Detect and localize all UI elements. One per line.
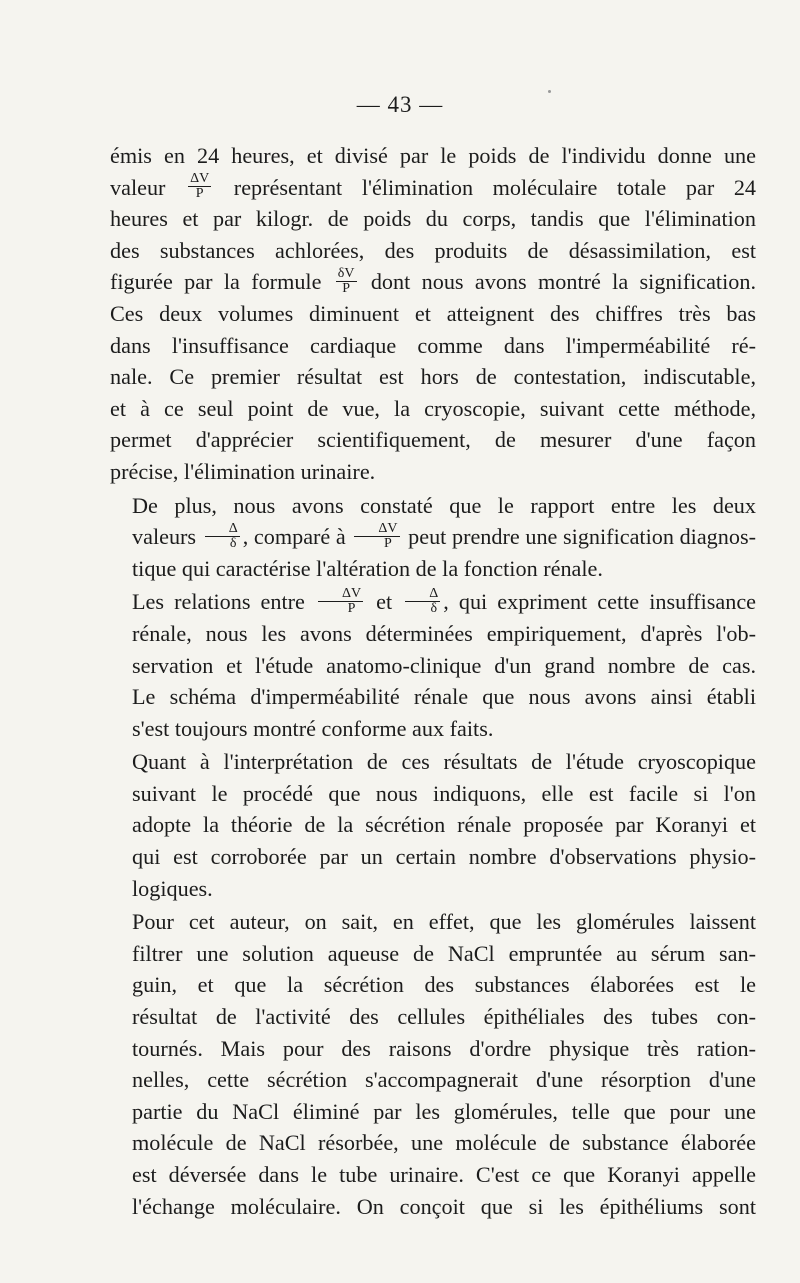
fraction <box>405 585 440 616</box>
fraction-numerator: Δ <box>205 523 240 537</box>
text-line: émis en 24 heures, et divisé par le poids de l'individu donne une <box>110 143 756 168</box>
text-line: guin, et que la sécrétion des substances élaborées est le <box>132 972 756 998</box>
text-line: tournés. Mais pour des raisons d'ordre physique très ration- <box>132 1035 756 1061</box>
text-line: permet d'apprécier scientifiquement, de mesurer d'une façon <box>110 427 756 453</box>
fraction-denominator: δ <box>229 535 237 551</box>
text-line: et à ce seul point de vue, la cryoscopie, suivant cette méthode, <box>110 395 756 421</box>
text-line: valeur $\frac{\Delta V}{P}$ représentant l'élimination moléculaire totale par 24 <box>110 171 757 201</box>
text-line: Le schéma d'imperméabilité rénale que nous avons ainsi établi <box>132 684 756 710</box>
fraction-denominator: P <box>347 600 356 616</box>
fraction <box>336 265 357 296</box>
paragraph <box>110 586 756 744</box>
fraction-numerator: ΔV <box>354 523 399 537</box>
text-line: précise, l'élimination urinaire. <box>110 458 376 484</box>
fraction-denominator: P <box>342 280 351 296</box>
fraction-numerator: δV <box>337 265 355 281</box>
text-line: nale. Ce premier résultat est hors de contestation, indiscutable, <box>110 364 756 390</box>
text-line: dans l'insuffisance cardiaque comme dans l'imperméabilité ré- <box>110 332 756 358</box>
paragraph <box>110 490 756 585</box>
text-line: s'est toujours montré conforme aux faits. <box>132 715 494 741</box>
text-line: molécule de NaCl résorbée, une molécule de substance élaborée <box>132 1130 756 1156</box>
print-speck <box>548 90 551 93</box>
fraction <box>354 520 399 551</box>
text-line: qui est corroborée par un certain nombre d'observations physio- <box>132 844 756 870</box>
fraction-numerator: ΔV <box>190 171 210 186</box>
text-line: Pour cet auteur, on sait, en effet, que les glomérules laissent <box>132 909 756 935</box>
page-number: — 43 — <box>356 92 444 117</box>
text-line: logiques. <box>132 875 213 901</box>
fraction-numerator: Δ <box>405 588 440 602</box>
text-line: Ces deux volumes diminuent et atteignent des chiffres très bas <box>110 300 756 326</box>
fraction-denominator: P <box>384 535 392 551</box>
text-line: Les relations entre $\frac{\Delta V}{P}$ et $\frac{\Delta}{\delta}$ , qui expriment cette insuffisance <box>132 585 757 616</box>
text-line: Quant à l'interprétation de ces résultats de l'étude cryoscopique <box>132 749 756 775</box>
text-line: des substances achlorées, des produits de désassimilation, est <box>110 237 756 263</box>
text-line: De plus, nous avons constaté que le rapport entre les deux <box>132 492 756 518</box>
text-line: tique qui caractérise l'altération de la fonction rénale. <box>132 555 603 581</box>
text-line: adopte la théorie de la sécrétion rénale proposée par Koranyi et <box>132 812 756 838</box>
text-line: filtrer une solution aqueuse de NaCl empruntée au sérum san- <box>132 940 756 966</box>
text-line: partie du NaCl éliminé par les glomérules, telle que pour une <box>132 1098 756 1124</box>
fraction-denominator: P <box>195 186 204 201</box>
fraction-denominator: δ <box>430 600 438 616</box>
fraction <box>205 520 240 551</box>
text-line: servation et l'étude anatomo-clinique d'un grand nombre de cas. <box>132 652 756 678</box>
text-line: heures et par kilogr. de poids du corps, tandis que l'élimination <box>110 206 756 232</box>
text-line: nelles, cette sécrétion s'accompagnerait d'une résorption d'une <box>132 1067 756 1093</box>
text-line: figurée par la formule $\frac{\delta V}{P}$ dont nous avons montré la signification. <box>110 265 756 296</box>
fraction <box>188 173 211 200</box>
fraction <box>318 585 363 616</box>
text-line: l'échange moléculaire. On conçoit que si les épithéliums sont <box>132 1193 756 1219</box>
text-line: résultat de l'activité des cellules épithéliales des tubes con- <box>132 1004 756 1030</box>
paragraph <box>110 140 756 488</box>
text-line: valeurs $\frac{\Delta}{\delta}$ , comparé à $\frac{\Delta V}{P}$ peut prendre une signification diagnos- <box>132 520 756 551</box>
paragraph <box>110 746 756 904</box>
paragraph <box>110 906 756 1222</box>
text-line: rénale, nous les avons déterminées empiriquement, d'après l'ob- <box>132 620 756 646</box>
text-line: est déversée dans le tube urinaire. C'est ce que Koranyi appelle <box>132 1162 756 1187</box>
fraction-numerator: ΔV <box>318 588 363 602</box>
text-line: suivant le procédé que nous indiquons, elle est facile si l'on <box>132 780 756 806</box>
body-text <box>110 140 756 1222</box>
